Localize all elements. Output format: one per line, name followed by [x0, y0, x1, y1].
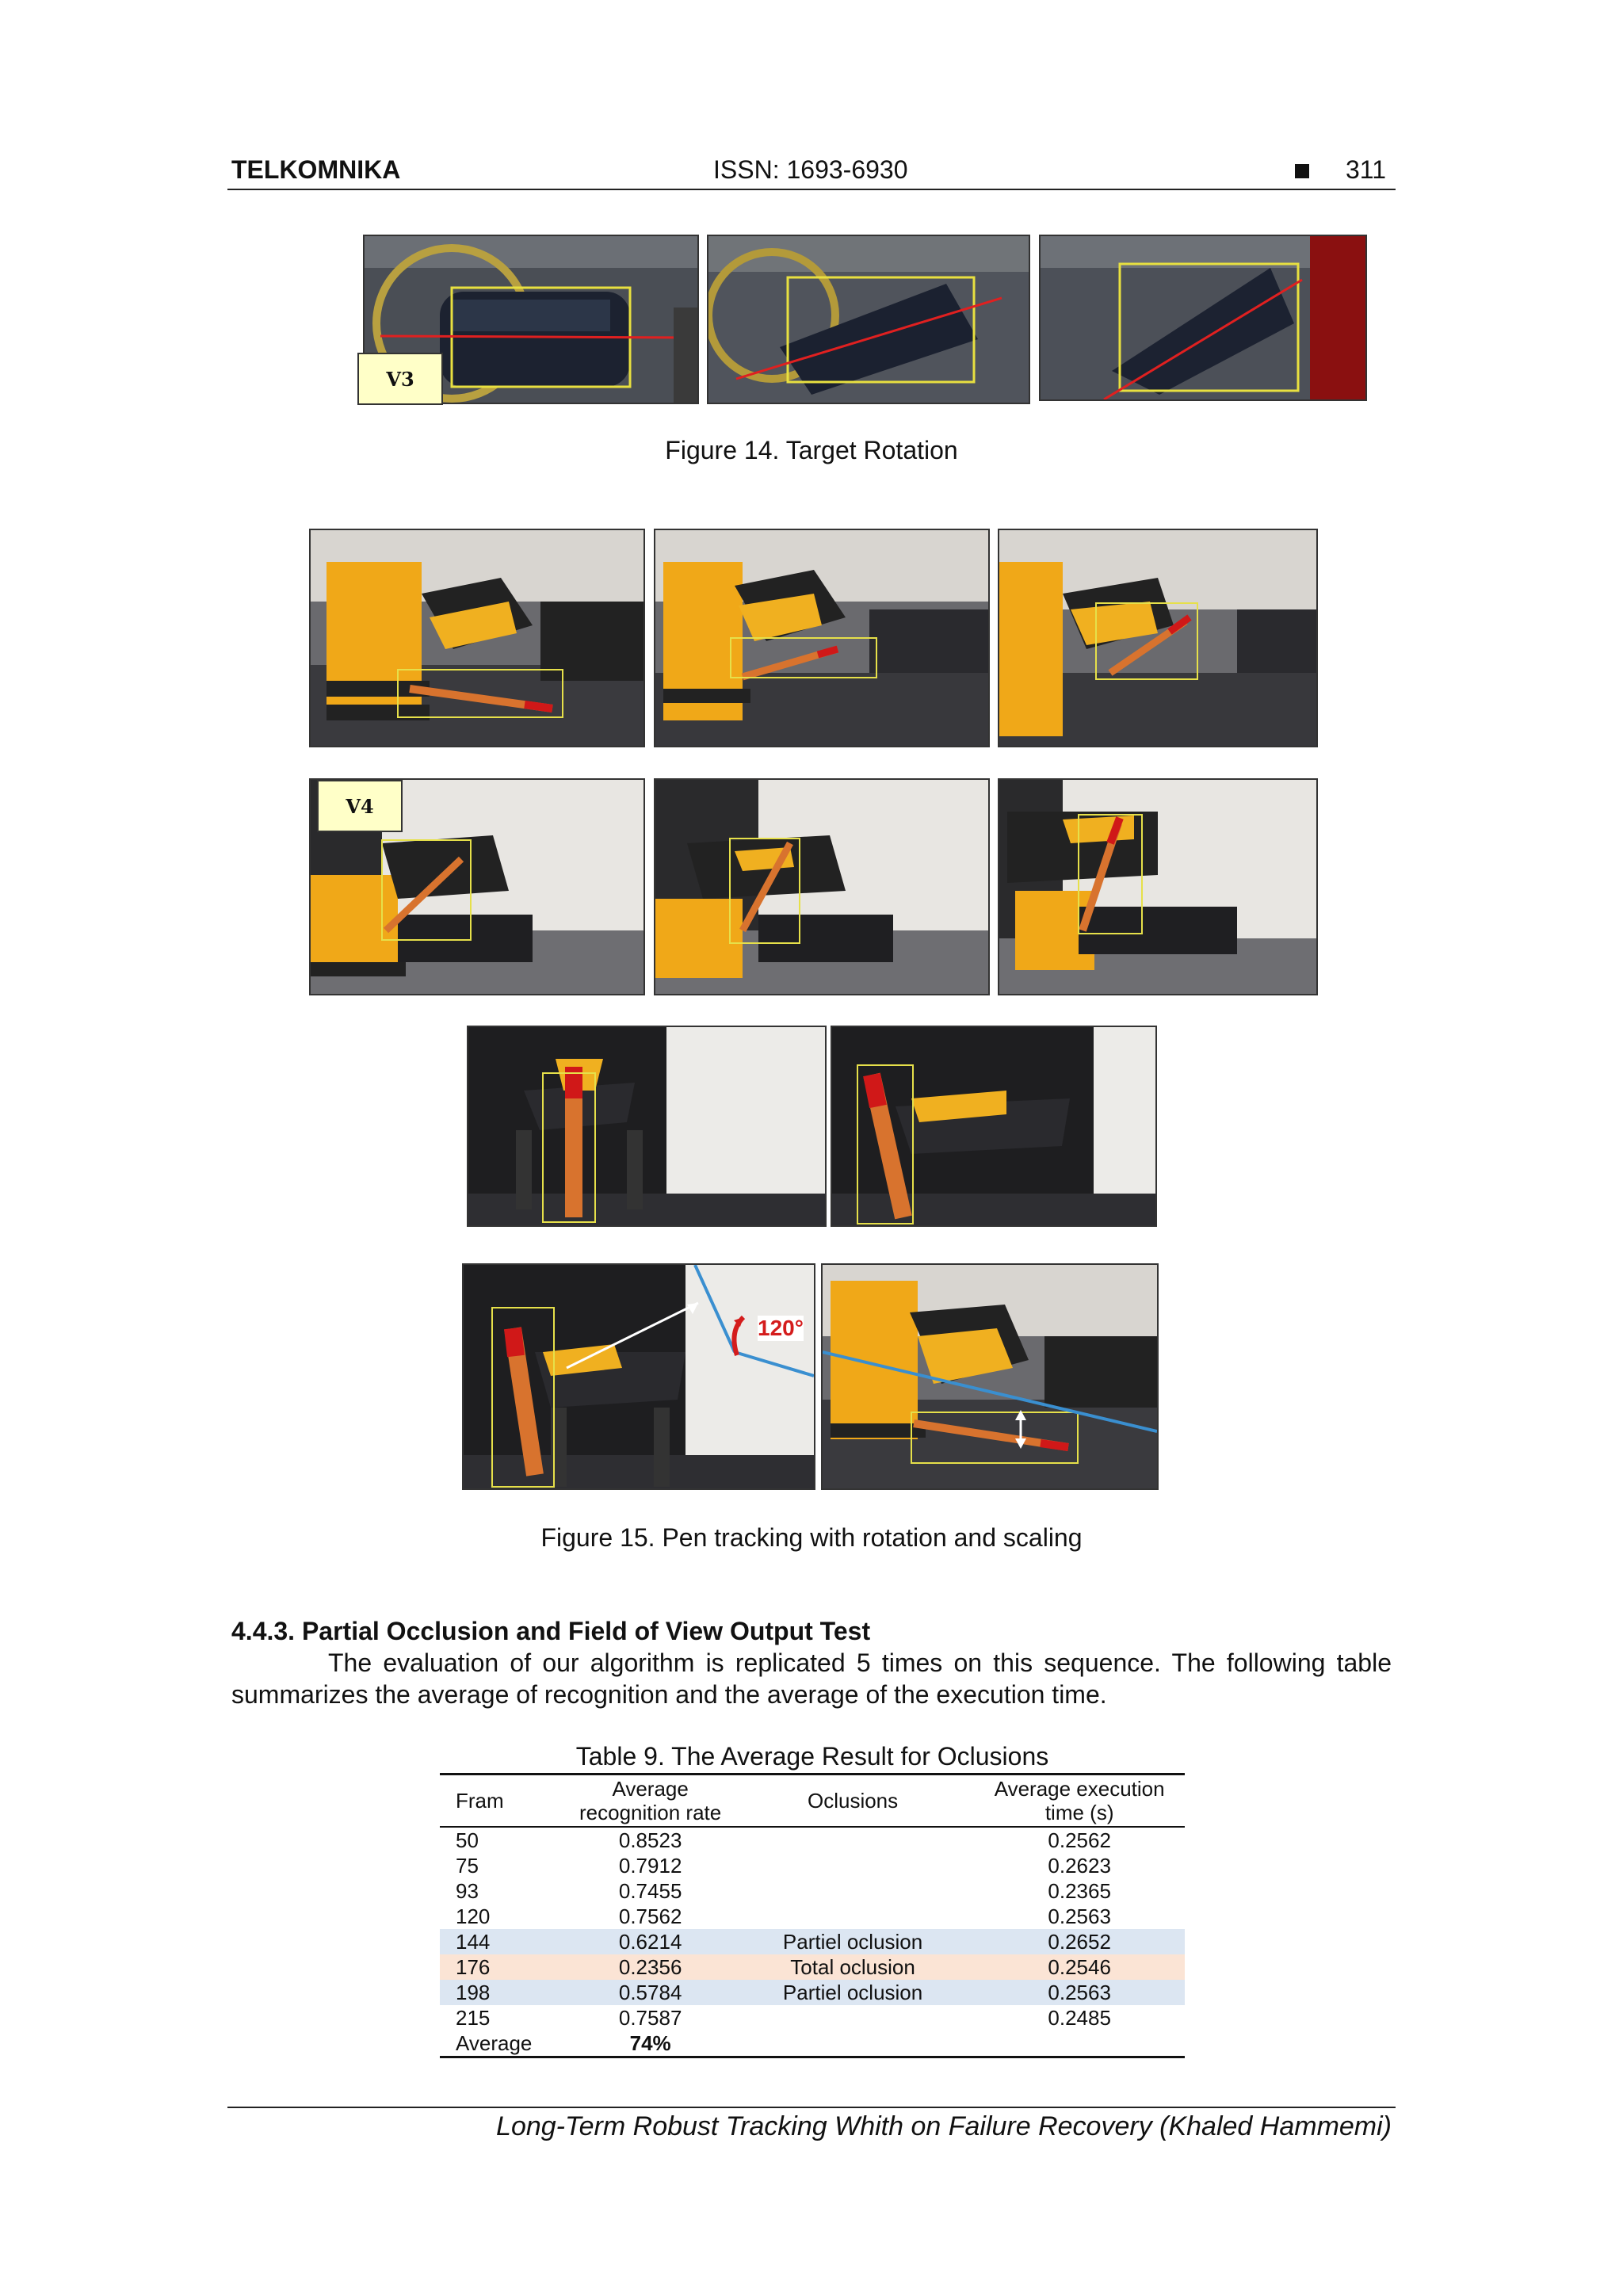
cell — [731, 1904, 975, 1929]
col-header-oclusions: Oclusions — [807, 1789, 899, 1813]
table-row — [440, 2005, 1185, 2030]
footer-rule — [227, 2107, 1396, 2108]
cell — [731, 1827, 975, 1853]
cell — [731, 1878, 975, 1904]
bullet-square-icon — [1295, 164, 1309, 178]
angle-label: 120° — [758, 1316, 804, 1340]
page-number: 311 — [1346, 155, 1387, 184]
cell: 74% — [629, 2031, 671, 2055]
table-row — [440, 1853, 1185, 1878]
table-row — [440, 1904, 1185, 1929]
table-row — [440, 1980, 1185, 2005]
table-row-average — [440, 2030, 1185, 2057]
cell: 0.6214 — [618, 1930, 682, 1954]
journal-name: TELKOMNIKA — [231, 155, 401, 184]
cell: Partiel oclusion — [782, 1930, 923, 1954]
section-heading: 4.4.3. Partial Occlusion and Field of View Output Test — [231, 1617, 871, 1645]
cell — [731, 2030, 975, 2057]
cell: 215 — [456, 2006, 491, 2030]
fig15-frame-7 — [467, 1026, 827, 1227]
fig15-frame-1 — [309, 529, 645, 747]
cell: 0.2563 — [1048, 1904, 1111, 1928]
cell: 0.8523 — [618, 1828, 682, 1852]
col-header-exec-time: Average execution time (s) — [994, 1777, 1165, 1824]
fig14-label-v3: V3 — [357, 353, 443, 405]
table-row — [440, 1878, 1185, 1904]
cell: 0.7912 — [618, 1854, 682, 1878]
cell: 176 — [456, 1955, 491, 1979]
cell: 198 — [456, 1981, 491, 2004]
table9-title: Table 9. The Average Result for Oclusions — [575, 1742, 1049, 1771]
header-rule — [227, 189, 1396, 190]
figure15-caption: Figure 15. Pen tracking with rotation and scaling — [540, 1523, 1083, 1552]
fig15-frame-8 — [831, 1026, 1157, 1227]
cell: 0.7587 — [618, 2006, 682, 2030]
cell: 75 — [456, 1854, 479, 1878]
fig15-frame-5 — [654, 778, 990, 995]
table-row — [440, 1954, 1185, 1980]
cell: 50 — [456, 1828, 479, 1852]
fig15-label-v4: V4 — [317, 780, 403, 832]
col-header-recognition: Average recognition rate — [579, 1777, 722, 1824]
table9 — [440, 1773, 1185, 2058]
cell: 0.2356 — [618, 1955, 682, 1979]
cell — [731, 1853, 975, 1878]
fig14-frame-2 — [707, 235, 1030, 404]
figure14-caption: Figure 14. Target Rotation — [665, 436, 958, 464]
cell — [974, 2030, 1185, 2057]
cell: 0.2623 — [1048, 1854, 1111, 1878]
cell: 0.2562 — [1048, 1828, 1111, 1852]
cell: 93 — [456, 1879, 479, 1903]
fig15-frame-3 — [998, 529, 1318, 747]
footer-title: Long-Term Robust Tracking Whith on Failure Recovery (Khaled Hammemi) — [496, 2111, 1392, 2141]
cell — [731, 2005, 975, 2030]
fig15-frame-6 — [998, 778, 1318, 995]
cell: Average — [456, 2031, 533, 2055]
cell: 0.2485 — [1048, 2006, 1111, 2030]
cell: 0.5784 — [618, 1981, 682, 2004]
table-header-row — [440, 1775, 1185, 1828]
table-row — [440, 1827, 1185, 1853]
cell: Partiel oclusion — [782, 1981, 923, 2004]
col-header-frame: Fram — [456, 1789, 504, 1813]
cell: 0.2546 — [1048, 1955, 1111, 1979]
cell: 0.2652 — [1048, 1930, 1111, 1954]
cell: Total oclusion — [790, 1955, 915, 1979]
table-row — [440, 1929, 1185, 1954]
cell: 144 — [456, 1930, 491, 1954]
issn: ISSN: 1693-6930 — [713, 155, 908, 184]
section-paragraph: The evaluation of our algorithm is replicated 5 times on this sequence. The following table summarizes the average of recognition and the average of the execution time. — [231, 1648, 1392, 1709]
fig15-frame-9 — [462, 1263, 815, 1490]
cell: 0.2563 — [1048, 1981, 1111, 2004]
cell: 0.2365 — [1048, 1879, 1111, 1903]
cell: 0.7455 — [618, 1879, 682, 1903]
cell: 0.7562 — [618, 1904, 682, 1928]
fig15-frame-10 — [821, 1263, 1159, 1490]
fig14-frame-3 — [1039, 235, 1367, 401]
fig15-frame-2 — [654, 529, 990, 747]
cell: 120 — [456, 1904, 491, 1928]
